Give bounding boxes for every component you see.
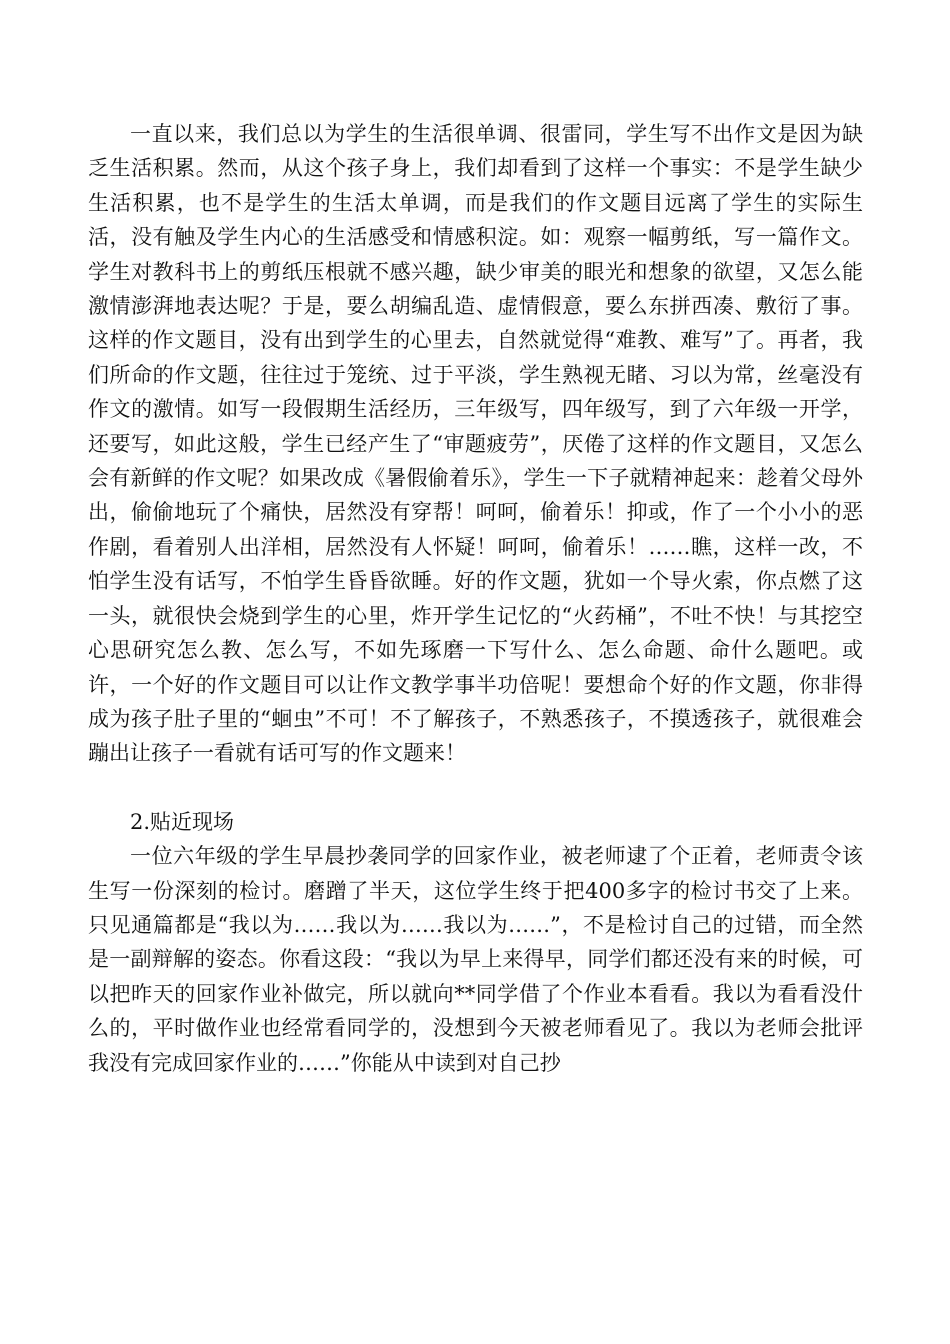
section-heading: 2.贴近现场 (130, 809, 235, 834)
document-page (88, 117, 863, 1080)
paragraph-2: 一位六年级的学生早晨抄袭同学的回家作业，被老师逮了个正着，老师责令该生写一份深刻的检讨。磨蹭了半天，这位学生终于把400多字的检讨书交了上来。只见通篇都是“我以为……我以为……我以为……”，不是检讨自己的过错，而全然是一副辩解的姿态。你看这段：“我以为早上来得早，同学们都还没有来的时候，可以把昨天的回家作业补做完，所以就向**同学借了个作业本看看。我以为看看没什么的，平时做作业也经常看同学的，没想到今天被老师看见了。我以为老师会批评我没有完成回家作业的……”你能从中读到对自己抄 (88, 844, 863, 1075)
paragraph-1: 一直以来，我们总以为学生的生活很单调、很雷同，学生写不出作文是因为缺乏生活积累。然而，从这个孩子身上，我们却看到了这样一个事实：不是学生缺少生活积累，也不是学生的生活太单调，而是我们的作文题目远离了学生的实际生活，没有触及学生内心的生活感受和情感积淀。如：观察一幅剪纸，写一篇作文。学生对教科书上的剪纸压根就不感兴趣，缺少审美的眼光和想象的欲望，又怎么能激情澎湃地表达呢？于是，要么胡编乱造、虚情假意，要么东拼西凑、敷衍了事。这样的作文题目，没有出到学生的心里去，自然就觉得“难教、难写”了。再者，我们所命的作文题，往往过于笼统、过于平淡，学生熟视无睹、习以为常，丝毫没有作文的激情。如写一段假期生活经历，三年级写，四年级写，到了六年级一开学，还要写，如此这般，学生已经产生了“审题疲劳”，厌倦了这样的作文题目，又怎么会有新鲜的作文呢？如果改成《暑假偷着乐》，学生一下子就精神起来：趁着父母外出，偷偷地玩了个痛快，居然没有穿帮！呵呵，偷着乐！抑或，作了一个小小的恶作剧，看着别人出洋相，居然没有人怀疑！呵呵，偷着乐！……瞧，这样一改，不怕学生没有话写，不怕学生昏昏欲睡。好的作文题，犹如一个导火索，你点燃了这一头，就很快会烧到学生的心里，炸开学生记忆的“火药桶”，不吐不快！与其挖空心思研究怎么教、怎么写，不如先琢磨一下写什么、怎么命题、命什么题吧。或许，一个好的作文题目可以让作文教学事半功倍呢！要想命个好的作文题，你非得成为孩子肚子里的“蛔虫”不可！不了解孩子，不熟悉孩子，不摸透孩子，就很难会蹦出让孩子一看就有话可写的作文题来！ (88, 122, 863, 766)
